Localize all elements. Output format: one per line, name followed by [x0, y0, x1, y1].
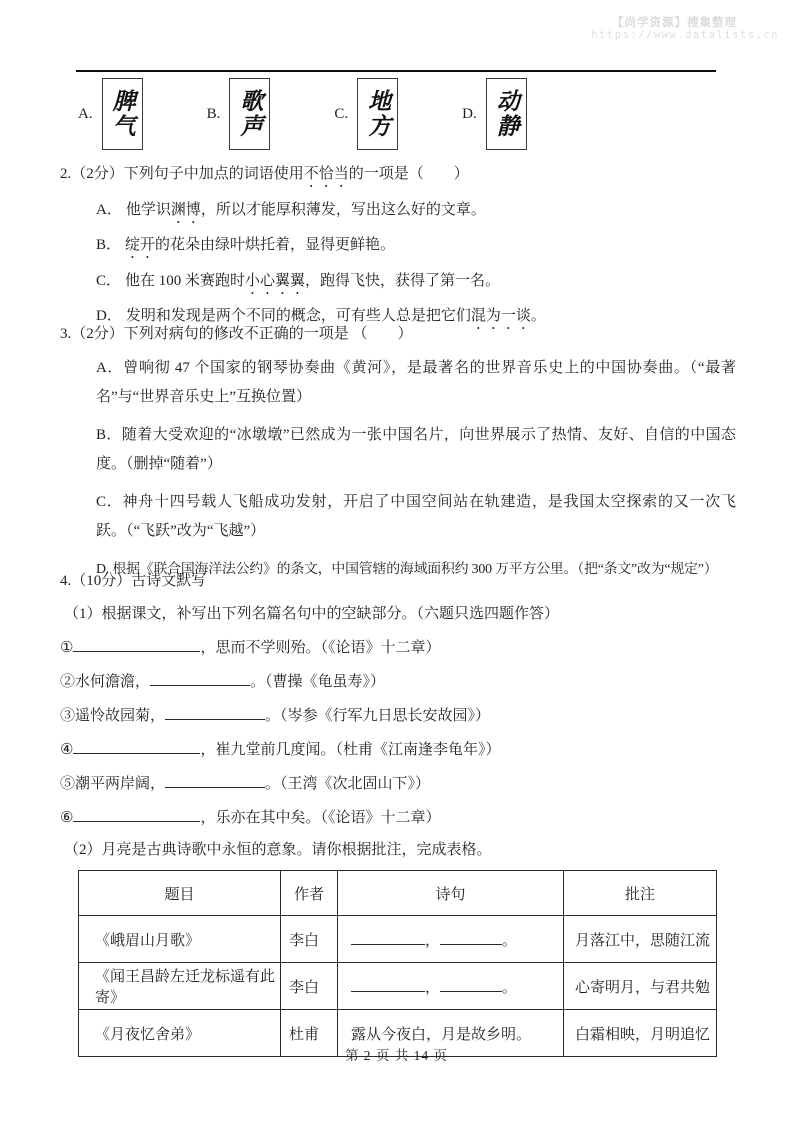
q2-option-c-emphasized: 小心翼翼 [245, 272, 306, 289]
choice-d-character-box: 动静 [486, 78, 527, 150]
q2-stem-pre: 2.（2分）下列句子中加点的词语使用 [60, 166, 304, 182]
q2-option-d-pre: 发明和发现是两个不同的概念，可有些人总是把它们 [125, 308, 471, 324]
q2-option-c [96, 271, 737, 298]
header-author: 作者 [281, 871, 338, 916]
q3-option-b: B．随着大受欢迎的“冰墩墩”已然成为一张中国名片，向世界展示了热情、友好、自信的中国态度。（删掉“随着”） [96, 427, 736, 472]
choice-a [78, 78, 143, 150]
row-1-note: 月落江中，思随江流 [564, 916, 717, 963]
choice-c-character-box: 地方 [357, 78, 398, 150]
q3-option-c: C．神舟十四号载人飞船成功发射，开启了中国空间站在轨建造，是我国太空探索的又一次飞跃。（“飞跃”改为“飞越”） [96, 494, 736, 539]
row-1-title: 《峨眉山月歌》 [79, 916, 281, 963]
choice-c [334, 78, 398, 150]
line-5-before: 潮平两岸阔， [75, 775, 166, 792]
choice-c-label: C. [334, 105, 349, 122]
line-4-number: ④ [60, 741, 74, 758]
q2-option-b-label: B． [96, 237, 122, 253]
line-3-answer-blank[interactable] [165, 705, 265, 720]
page-number-footer: 第 2 页 共 14 页 [344, 1048, 449, 1063]
q2-option-a [96, 200, 737, 227]
row-1-verse [338, 916, 564, 963]
choice-b-character-box: 歌声 [229, 78, 270, 150]
q2-stem-post: 的一项是（ ） [348, 166, 469, 182]
q2-option-a-post: ，所以才能厚积薄发，写出这么好的文章。 [200, 201, 486, 218]
q2-option-a-label: A． [96, 201, 122, 218]
q3-option-d: D. 根据《联合国海洋法公约》的条文，中国管辖的海域面积约 300 万平方公里。（把“条文”改为“规定”） [96, 562, 718, 577]
q2-option-a-emphasized: 渊博 [170, 201, 201, 218]
line-5-after: 。（王湾《次北固山下》） [265, 775, 431, 792]
line-6-number: ⑥ [60, 809, 74, 826]
table-row [79, 916, 717, 963]
dictation-line-4 [60, 739, 737, 761]
choice-a-label: A. [78, 105, 93, 122]
q2-option-d-post: 。 [530, 308, 546, 324]
header-note: 批注 [564, 871, 717, 916]
line-6-after: ，乐亦在其中矣。（《论语》十二章） [200, 809, 441, 826]
line-1-answer-blank[interactable] [73, 637, 200, 652]
q2-option-d-emphasized: 混为一谈 [470, 308, 531, 324]
dictation-line-5 [60, 773, 737, 795]
top-divider-line [76, 70, 716, 72]
row-1-verse-end: 。 [502, 932, 518, 949]
line-3-after: 。（岑参《行军九日思长安故园》） [265, 707, 491, 724]
line-2-answer-blank[interactable] [150, 671, 250, 686]
row-2-verse-end: 。 [502, 979, 518, 996]
q3-option-a: A．曾响彻 47 个国家的钢琴协奏曲《黄河》，是最著名的世界音乐史上的中国协奏曲。（“最著名”与“世界音乐史上”互换位置） [96, 360, 736, 405]
q2-option-b-emphasized: 绽开 [125, 237, 156, 253]
q2-option-b-post: 的花朵由绿叶烘托着，显得更鲜艳。 [155, 237, 396, 253]
row-1-verse-separator: ， [425, 932, 441, 949]
choice-d [462, 78, 527, 150]
q2-option-b [96, 235, 737, 262]
question-3 [60, 323, 737, 593]
question-3-options [96, 354, 736, 584]
question-4-stem: 4.（10分）古诗文默写 [60, 573, 207, 589]
watermark-source-text: 【尚学资源】搜集整理 [612, 17, 737, 29]
header-title: 题目 [79, 871, 281, 916]
dictation-line-1 [60, 637, 737, 659]
line-5-number: ⑤ [60, 775, 76, 792]
row-3-verse: 露从今夜白，月是故乡明。 [338, 1010, 564, 1057]
line-4-answer-blank[interactable] [73, 739, 200, 754]
row-2-author: 李白 [281, 963, 338, 1010]
q2-option-a-pre: 他学识 [125, 201, 171, 218]
row-2-verse-blank-1[interactable] [351, 977, 425, 992]
q2-stem-emphasized: 不恰当 [303, 166, 349, 182]
q2-option-d-label: D． [96, 308, 122, 324]
q2-option-c-post: ，跑得飞快，获得了第一名。 [305, 272, 501, 289]
poem-annotation-table [78, 870, 717, 1057]
choice-b-label: B. [206, 105, 221, 122]
row-2-verse-separator: ， [425, 979, 441, 996]
q2-option-c-label: C． [96, 272, 122, 289]
line-3-before: 遥怜故园菊， [75, 707, 166, 724]
row-2-title: 《闻王昌龄左迁龙标遥有此寄》 [79, 963, 281, 1010]
line-1-after: ，思而不学则殆。（《论语》十二章） [200, 639, 441, 656]
dictation-line-3 [60, 705, 737, 727]
row-2-verse [338, 963, 564, 1010]
row-1-verse-blank-1[interactable] [351, 930, 425, 945]
q4-part2-instruction: （2）月亮是古典诗歌中永恒的意象。请你根据批注，完成表格。 [64, 842, 492, 858]
header-verse: 诗句 [338, 871, 564, 916]
line-2-number: ② [60, 673, 76, 690]
question-2 [60, 163, 737, 333]
line-3-number: ③ [60, 707, 76, 724]
row-1-author: 李白 [281, 916, 338, 963]
table-header-row [79, 871, 717, 916]
row-1-verse-blank-2[interactable] [440, 930, 502, 945]
row-2-note: 心寄明月，与君共勉 [564, 963, 717, 1010]
dictation-line-6 [60, 807, 737, 829]
line-5-answer-blank[interactable] [165, 773, 265, 788]
row-3-author: 杜甫 [281, 1010, 338, 1057]
row-3-note: 白霜相映，月明追忆 [564, 1010, 717, 1057]
line-2-after: 。（曹操《龟虽寿》） [250, 673, 386, 690]
choice-a-character-box: 脾气 [102, 78, 143, 150]
q4-part1-instruction: （1）根据课文，补写出下列名篇名句中的空缺部分。（六题只选四题作答） [64, 606, 560, 622]
line-6-answer-blank[interactable] [73, 807, 200, 822]
q1-character-choices [78, 78, 591, 150]
table-row [79, 963, 717, 1010]
question-3-stem: 3.（2分）下列对病句的修改不正确的一项是 （ ） [60, 326, 413, 342]
line-2-before: 水何澹澹， [75, 673, 151, 690]
dictation-line-2 [60, 671, 737, 693]
line-4-after: ，崔九堂前几度闻。（杜甫《江南逢李龟年》） [200, 741, 501, 758]
row-3-title: 《月夜忆舍弟》 [79, 1010, 281, 1057]
choice-d-label: D. [462, 105, 477, 122]
watermark-url-text: https://www.datalists.cn [591, 29, 779, 41]
choice-b [207, 78, 271, 150]
line-1-number: ① [60, 639, 74, 656]
question-4 [60, 570, 737, 1057]
question-2-stem [60, 163, 737, 191]
q2-option-c-pre: 他在 100 米赛跑时 [125, 272, 246, 289]
row-2-verse-blank-2[interactable] [440, 977, 502, 992]
